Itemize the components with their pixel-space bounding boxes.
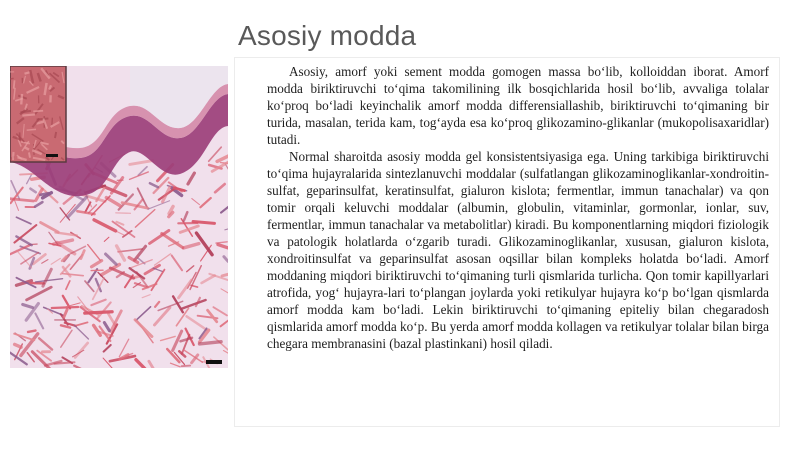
histology-image [10,66,228,368]
histology-skin-section-icon [10,66,228,368]
paragraph-1: Asosiy, amorf yoki sement modda gomogen massa bo‘lib, kolloiddan iborat. Amorf modda biriktiruvchi to‘qima takomilining ilk bosqichlarida hosil bo‘lib, avvaliga tolalar ko‘proq bo‘ladi keyinchalik amorf modda differensiallashib, biriktiruvchi to‘qimaning bir turida, masalan, terida kam, tog‘ayda esa ko‘proq glikozamino-glikanlar (mukopolisaxaridlar) tutadi. [267,64,769,147]
slide-title: Asosiy modda [238,20,417,51]
paragraph-2: Normal sharoitda asosiy modda gel konsistentsiyasiga ega. Uning tarkibiga biriktiruvchi to‘qima hujayralarida sintezlanuvchi moddalar (sulfatlangan glikozaminoglikanlar-xondroitin-sulfat, geparinsulfat, keratinsulfat, gialuron kislota; fermentlar, immun tanachalar) va qon tomir orqali keluvchi moddalar (albumin, globulin, vitaminlar, gormonlar, ionlar, suv, fermentlar, immun tanachalar va metabolitlar) kiradi. Bu komponentlarning miqdori fiziologik va patologik holatlarda o‘zgarib turadi. Glikozaminoglikanlar, xususan, gialuron kislota, xondroitinsulfat va geparinsulfat asosan oqsillar bilan kompleks holatda bo‘ladi. Amorf moddaning miqdori biriktiruvchi to‘qimaning turli qismlarida turlicha. Qon tomir kapillyarlari atrofida, yog‘ hujayra-lari to‘plangan joylarda yoki retikulyar hujayra ko‘p bo‘lgan qismlarda amorf modda kam bo‘ladi. Lekin biriktiruvchi to‘qimaning epiteliy bilan chegaradosh qismlarida amorf modda ko‘p. Bu yerda amorf modda kollagen va retikulyar tolalar bilan birga chegara membranasini (bazal plastinkani) hosil qiladi. [267,149,769,351]
text-panel [234,57,780,427]
